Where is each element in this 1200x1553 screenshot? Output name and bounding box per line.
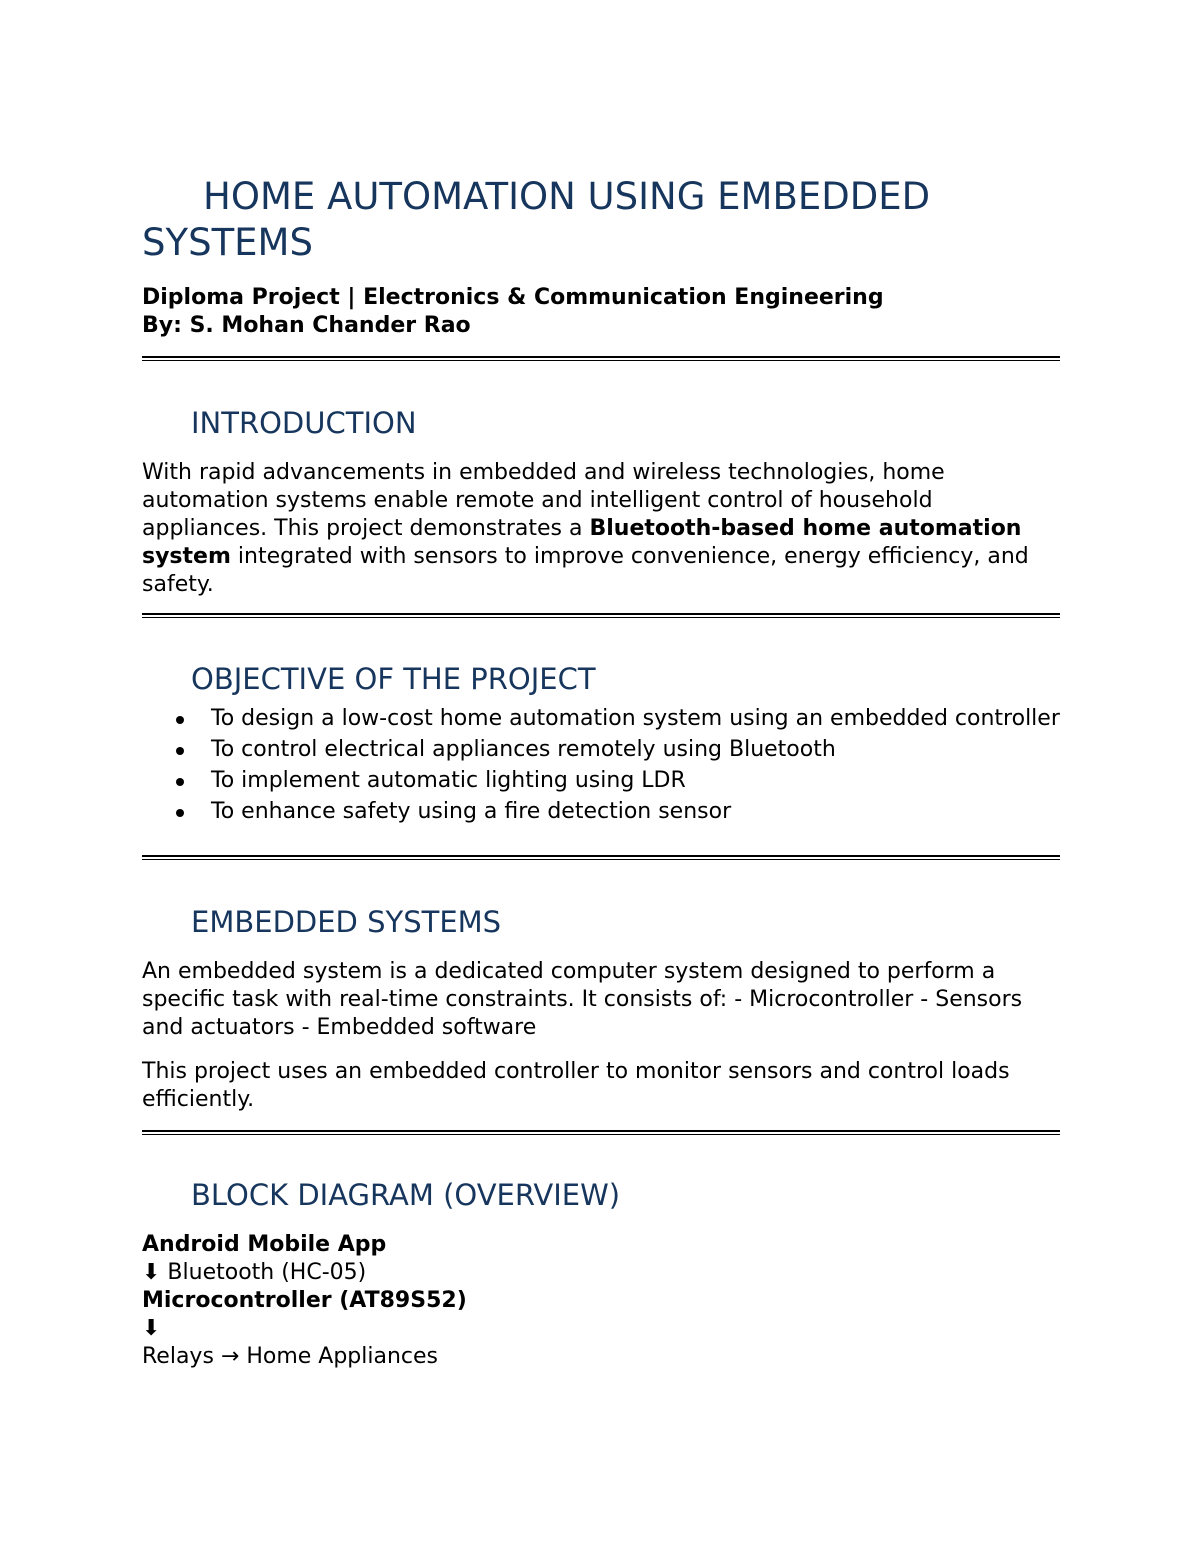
- section-heading-embedded: EMBEDDED SYSTEMS: [191, 905, 502, 939]
- introduction-text-before: With rapid advancements in embedded and wireless technologies, home automation systems enable remote and intelligent control of household appliances. This project demonstrates a: [142, 460, 945, 541]
- divider: [142, 613, 1060, 618]
- embedded-paragraph-1: An embedded system is a dedicated computer system designed to perform a specific task with real-time constraints. It consists of: - Microcontroller - Sensors and actuators - Embedded software: [142, 959, 1023, 1040]
- diagram-link-bluetooth: ⬇ Bluetooth (HC-05): [142, 1260, 367, 1285]
- bullet-icon: [176, 716, 184, 724]
- introduction-text-after: integrated with sensors to improve convenience, energy efficiency, and safety.: [142, 544, 1029, 597]
- bullet-icon: [176, 778, 184, 786]
- subtitle-block: [142, 284, 884, 340]
- list-item: To design a low-cost home automation system using an embedded controller: [142, 705, 1060, 733]
- arrow-down-icon: ⬇: [142, 1316, 161, 1341]
- list-item: To enhance safety using a fire detection sensor: [142, 798, 1060, 826]
- divider: [142, 855, 1060, 860]
- diagram-node-microcontroller: Microcontroller (AT89S52): [142, 1288, 467, 1313]
- section-heading-block-diagram: BLOCK DIAGRAM (OVERVIEW): [191, 1178, 621, 1212]
- bullet-icon: [176, 809, 184, 817]
- diagram-node-app: Android Mobile App: [142, 1232, 387, 1257]
- section-heading-objective: OBJECTIVE OF THE PROJECT: [191, 662, 596, 696]
- list-item: To implement automatic lighting using LDR: [142, 767, 1060, 795]
- objective-list: [142, 705, 1060, 829]
- introduction-paragraph: [142, 459, 1060, 599]
- page-title: HOME AUTOMATION USING EMBEDDED SYSTEMS: [142, 175, 931, 264]
- subtitle-project: Diploma Project | Electronics & Communication Engineering: [142, 285, 884, 310]
- divider: [142, 1130, 1060, 1135]
- section-heading-introduction: INTRODUCTION: [191, 406, 417, 440]
- diagram-node-relays: Relays → Home Appliances: [142, 1344, 439, 1369]
- bullet-icon: [176, 747, 184, 755]
- block-diagram-flow: [142, 1231, 467, 1371]
- subtitle-author: By: S. Mohan Chander Rao: [142, 313, 471, 338]
- embedded-paragraph-2: This project uses an embedded controller to monitor sensors and control loads efficiently.: [142, 1059, 1010, 1112]
- list-item: To control electrical appliances remotely using Bluetooth: [142, 736, 1060, 764]
- divider: [142, 356, 1060, 361]
- introduction-text-bold: Bluetooth-based home automation system: [142, 516, 1022, 569]
